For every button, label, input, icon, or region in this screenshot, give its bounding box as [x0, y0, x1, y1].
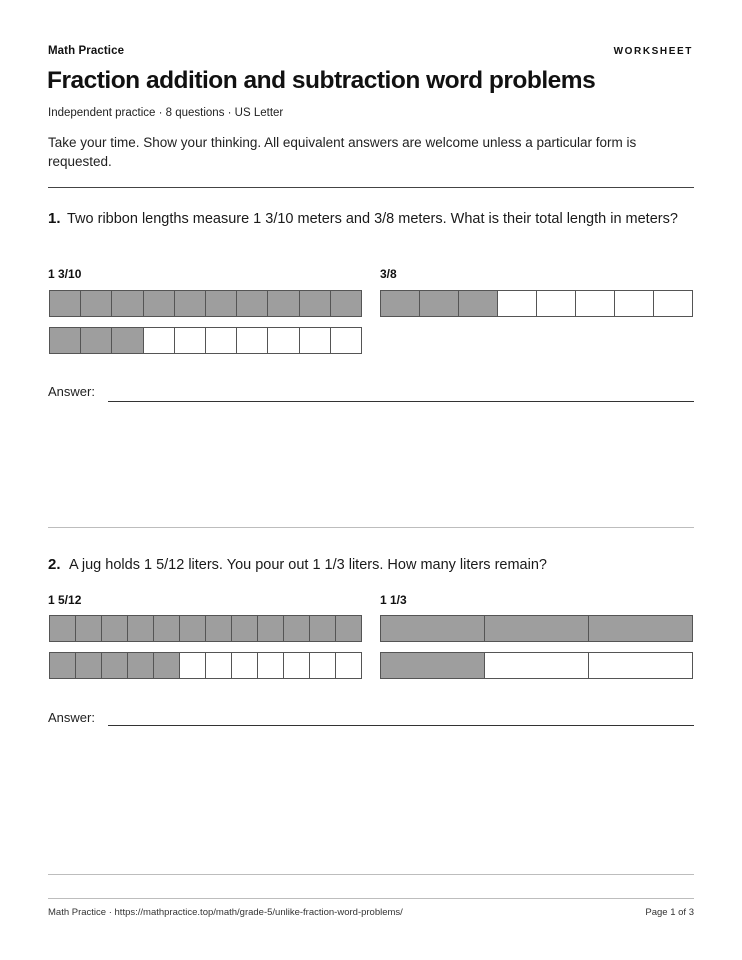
shaded-part: [310, 616, 336, 641]
fraction-bar: [49, 290, 362, 317]
shaded-part: [154, 653, 180, 678]
unshaded-part: [537, 291, 576, 316]
instructions: Take your time. Show your thinking. All equivalent answers are welcome unless a particular form is requested.: [48, 135, 637, 169]
unshaded-part: [576, 291, 615, 316]
shaded-part: [485, 616, 589, 641]
footer-divider: [48, 898, 694, 899]
fraction-bar: [380, 290, 693, 317]
fraction-bar: [49, 615, 362, 642]
fraction-bar: [49, 327, 362, 354]
question-number: 2.: [48, 556, 61, 573]
page-title: Fraction addition and subtraction word problems: [47, 67, 596, 94]
shaded-part: [589, 616, 692, 641]
shaded-part: [102, 616, 128, 641]
shaded-part: [50, 291, 81, 316]
shaded-part: [76, 653, 102, 678]
shaded-part: [206, 616, 232, 641]
shaded-part: [381, 616, 485, 641]
unshaded-part: [310, 653, 336, 678]
unshaded-part: [268, 328, 299, 353]
header-divider: [48, 187, 694, 188]
shaded-part: [420, 291, 459, 316]
unshaded-part: [232, 653, 258, 678]
fraction-model-label: 3/8: [380, 267, 397, 281]
shaded-part: [154, 616, 180, 641]
shaded-part: [206, 291, 237, 316]
fraction-model-label: 1 3/10: [48, 267, 82, 281]
answer-label: Answer:: [48, 384, 95, 399]
unshaded-part: [331, 328, 361, 353]
unshaded-part: [654, 291, 692, 316]
shaded-part: [128, 616, 154, 641]
shaded-part: [381, 291, 420, 316]
document-type-label: WORKSHEET: [613, 46, 693, 57]
shaded-part: [284, 616, 310, 641]
unshaded-part: [175, 328, 206, 353]
unshaded-part: [237, 328, 268, 353]
answer-label: Answer:: [48, 710, 95, 725]
fraction-model-label: 1 5/12: [48, 593, 82, 607]
unshaded-part: [206, 328, 237, 353]
unshaded-part: [258, 653, 284, 678]
question-text: Two ribbon lengths measure 1 3/10 meters and 3/8 meters. What is their total length in meters?: [67, 211, 678, 227]
unshaded-part: [284, 653, 310, 678]
answer-line[interactable]: [108, 725, 694, 726]
unshaded-part: [485, 653, 589, 678]
question-divider: [48, 874, 694, 875]
question-text: A jug holds 1 5/12 liters. You pour out 1 1/3 liters. How many liters remain?: [69, 557, 547, 573]
worksheet-meta: Independent practice · 8 questions · US Letter: [48, 107, 284, 119]
page-number: Page 1 of 3: [645, 907, 694, 918]
shaded-part: [336, 616, 361, 641]
shaded-part: [102, 653, 128, 678]
brand-name: Math Practice: [48, 45, 125, 57]
shaded-part: [76, 616, 102, 641]
fraction-bar: [49, 652, 362, 679]
unshaded-part: [206, 653, 232, 678]
shaded-part: [180, 616, 206, 641]
unshaded-part: [336, 653, 361, 678]
unshaded-part: [180, 653, 206, 678]
shaded-part: [50, 653, 76, 678]
unshaded-part: [615, 291, 654, 316]
shaded-part: [381, 653, 485, 678]
fraction-bar: [380, 652, 693, 679]
shaded-part: [331, 291, 361, 316]
shaded-part: [81, 291, 112, 316]
shaded-part: [50, 616, 76, 641]
shaded-part: [175, 291, 206, 316]
shaded-part: [459, 291, 498, 316]
unshaded-part: [144, 328, 175, 353]
shaded-part: [268, 291, 299, 316]
shaded-part: [300, 291, 331, 316]
shaded-part: [258, 616, 284, 641]
shaded-part: [232, 616, 258, 641]
footer-source-link[interactable]: Math Practice · https://mathpractice.top/math/grade-5/unlike-fraction-word-problems/: [48, 907, 403, 918]
shaded-part: [50, 328, 81, 353]
shaded-part: [81, 328, 112, 353]
shaded-part: [237, 291, 268, 316]
question-number: 1.: [48, 210, 61, 227]
unshaded-part: [589, 653, 692, 678]
answer-line[interactable]: [108, 401, 694, 402]
shaded-part: [112, 328, 143, 353]
unshaded-part: [498, 291, 537, 316]
unshaded-part: [300, 328, 331, 353]
fraction-bar: [380, 615, 693, 642]
shaded-part: [112, 291, 143, 316]
question-divider: [48, 527, 694, 528]
shaded-part: [144, 291, 175, 316]
shaded-part: [128, 653, 154, 678]
fraction-model-label: 1 1/3: [380, 593, 407, 607]
